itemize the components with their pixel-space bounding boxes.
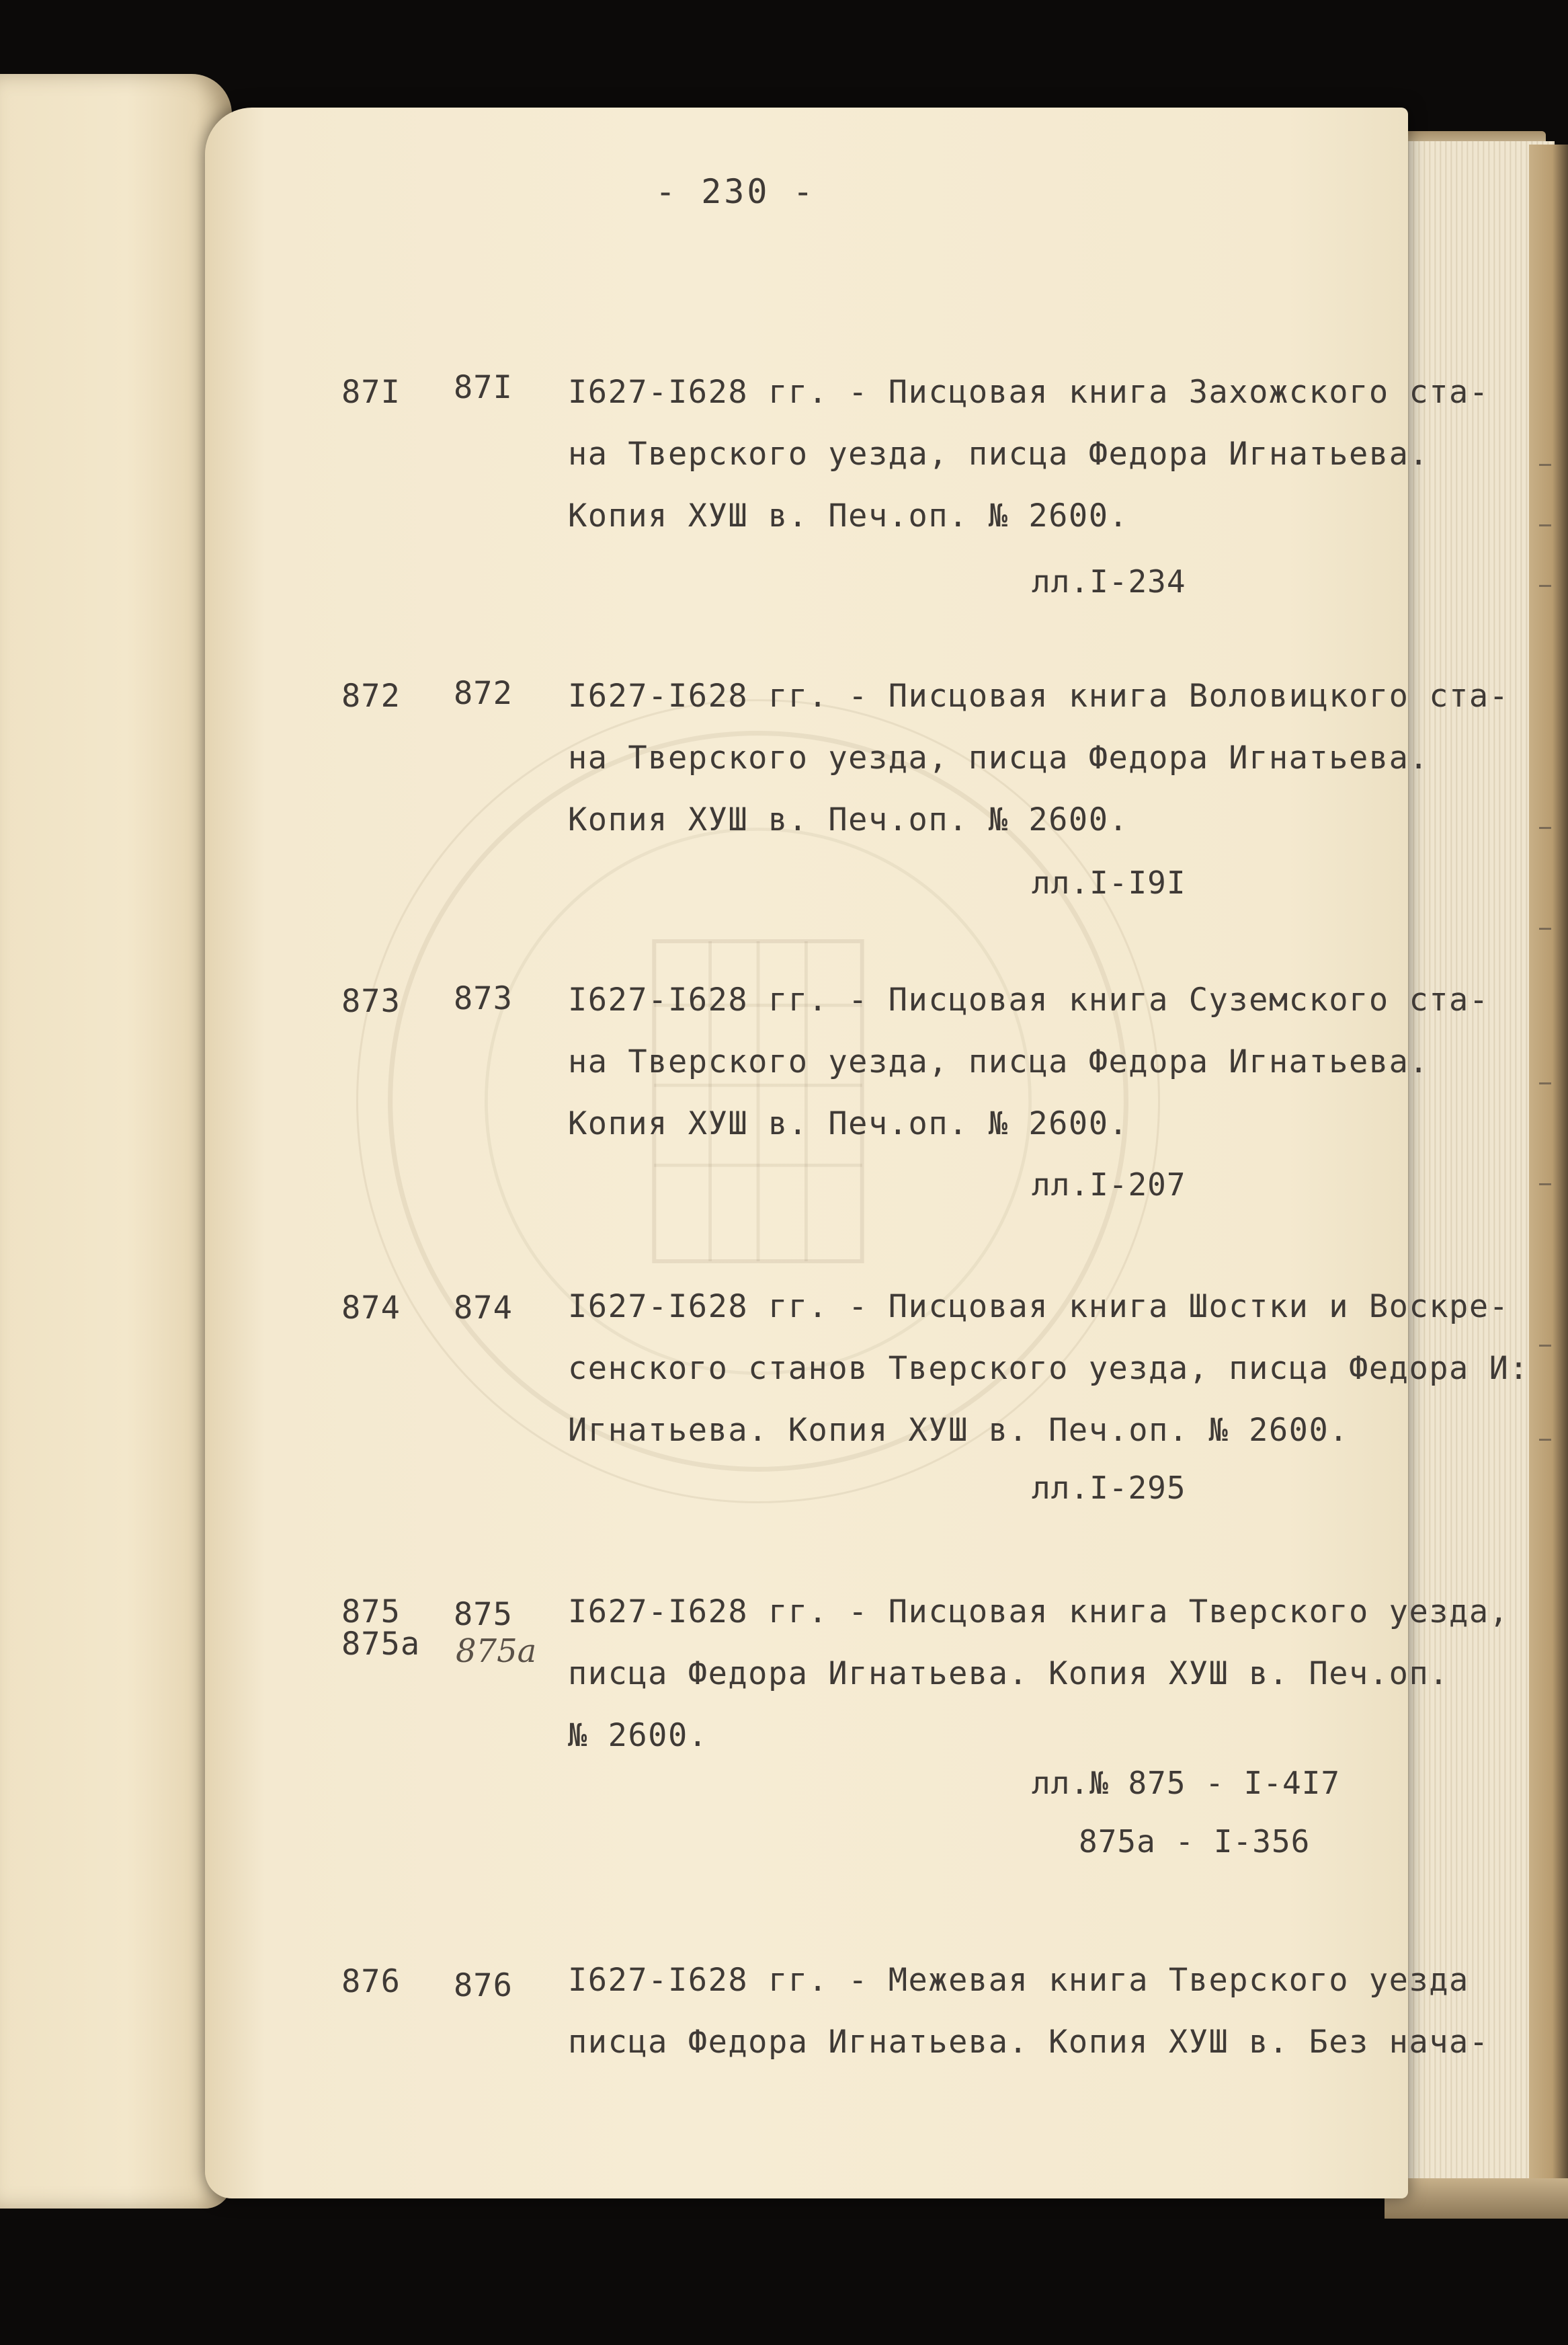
entry-line: № 2600. xyxy=(568,1717,708,1754)
page-number: - 230 - xyxy=(655,172,816,211)
entry-line: I627-I628 гг. - Писцовая книга Тверского уезда, xyxy=(568,1593,1510,1630)
entry-line: Игнатьева. Копия ХУШ в. Печ.оп. № 2600. xyxy=(568,1412,1350,1449)
entry-number-old: 874 xyxy=(341,1289,401,1326)
entry-number-new: 876 xyxy=(454,1967,513,2004)
entry-line: Копия ХУШ в. Печ.оп. № 2600. xyxy=(568,1105,1129,1142)
left-page xyxy=(0,74,232,2209)
entry-line: Копия ХУШ в. Печ.оп. № 2600. xyxy=(568,801,1129,838)
book-cover-edge xyxy=(1529,145,1568,2195)
entry-folio: лл.I-234 xyxy=(1032,563,1186,600)
entry-line: сенского станов Тверского уезда, писца Федора И: xyxy=(568,1350,1530,1387)
entry-line: писца Федора Игнатьева. Копия ХУШ в. Печ.оп. xyxy=(568,1655,1450,1692)
edge-tick xyxy=(1539,524,1551,526)
entry-line: Копия ХУШ в. Печ.оп. № 2600. xyxy=(568,498,1129,534)
entry-number-old-secondary: 875а xyxy=(341,1626,421,1663)
entry-description xyxy=(568,666,1509,851)
entry-line: на Тверского уезда, писца Федора Игнатьева. xyxy=(568,436,1430,473)
edge-tick xyxy=(1539,1439,1551,1441)
edge-tick xyxy=(1539,1082,1551,1084)
entry-line: I627-I628 гг. - Межевая книга Тверского уезда xyxy=(568,1962,1469,1999)
entry-line: I627-I628 гг. - Писцовая книга Суземского ста- xyxy=(568,982,1489,1019)
entry-line: I627-I628 гг. - Писцовая книга Воловицкого ста- xyxy=(568,678,1510,715)
entry-description xyxy=(568,1276,1529,1462)
entry-folio: лл.I-295 xyxy=(1032,1470,1186,1506)
entry-line: на Тверского уезда, писца Федора Игнатьева. xyxy=(568,1043,1430,1080)
entry-folio: лл.I-I9I xyxy=(1032,865,1186,901)
entry-description xyxy=(568,362,1489,547)
entry-folio-secondary: 875а - I-356 xyxy=(1079,1823,1311,1860)
handwritten-entry-number: 875а xyxy=(456,1632,537,1670)
entry-number-old: 87I xyxy=(341,374,401,411)
entry-number-old: 873 xyxy=(341,983,401,1020)
entry-description xyxy=(568,969,1489,1155)
entry-folio: лл.№ 875 - I-4I7 xyxy=(1032,1765,1341,1801)
entry-number-new: 87I xyxy=(454,369,513,406)
entry-line: I627-I628 гг. - Писцовая книга Шостки и Воскре- xyxy=(568,1288,1510,1325)
entry-number-new: 873 xyxy=(454,980,513,1017)
entry-line: на Тверского уезда, писца Федора Игнатьева. xyxy=(568,740,1430,777)
entry-line: I627-I628 гг. - Писцовая книга Захожского ста- xyxy=(568,374,1489,411)
entry-number-new: 874 xyxy=(454,1289,513,1326)
edge-tick xyxy=(1539,1183,1551,1185)
entry-line: писца Федора Игнатьева. Копия ХУШ в. Без нача- xyxy=(568,2024,1489,2061)
entry-number-old: 872 xyxy=(341,678,401,715)
entry-number-old: 875 xyxy=(341,1593,401,1630)
book-cover-bottom xyxy=(1385,2178,1568,2219)
edge-tick xyxy=(1539,585,1551,587)
entry-number-old: 876 xyxy=(341,1963,401,2000)
entry-description xyxy=(568,1581,1509,1767)
edge-tick xyxy=(1539,928,1551,930)
edge-tick xyxy=(1539,827,1551,829)
edge-tick xyxy=(1539,1345,1551,1347)
entry-number-new: 875 xyxy=(454,1596,513,1633)
entry-folio: лл.I-207 xyxy=(1032,1166,1186,1203)
entry-number-new: 872 xyxy=(454,675,513,712)
edge-tick xyxy=(1539,464,1551,466)
entry-description xyxy=(568,1950,1489,2073)
